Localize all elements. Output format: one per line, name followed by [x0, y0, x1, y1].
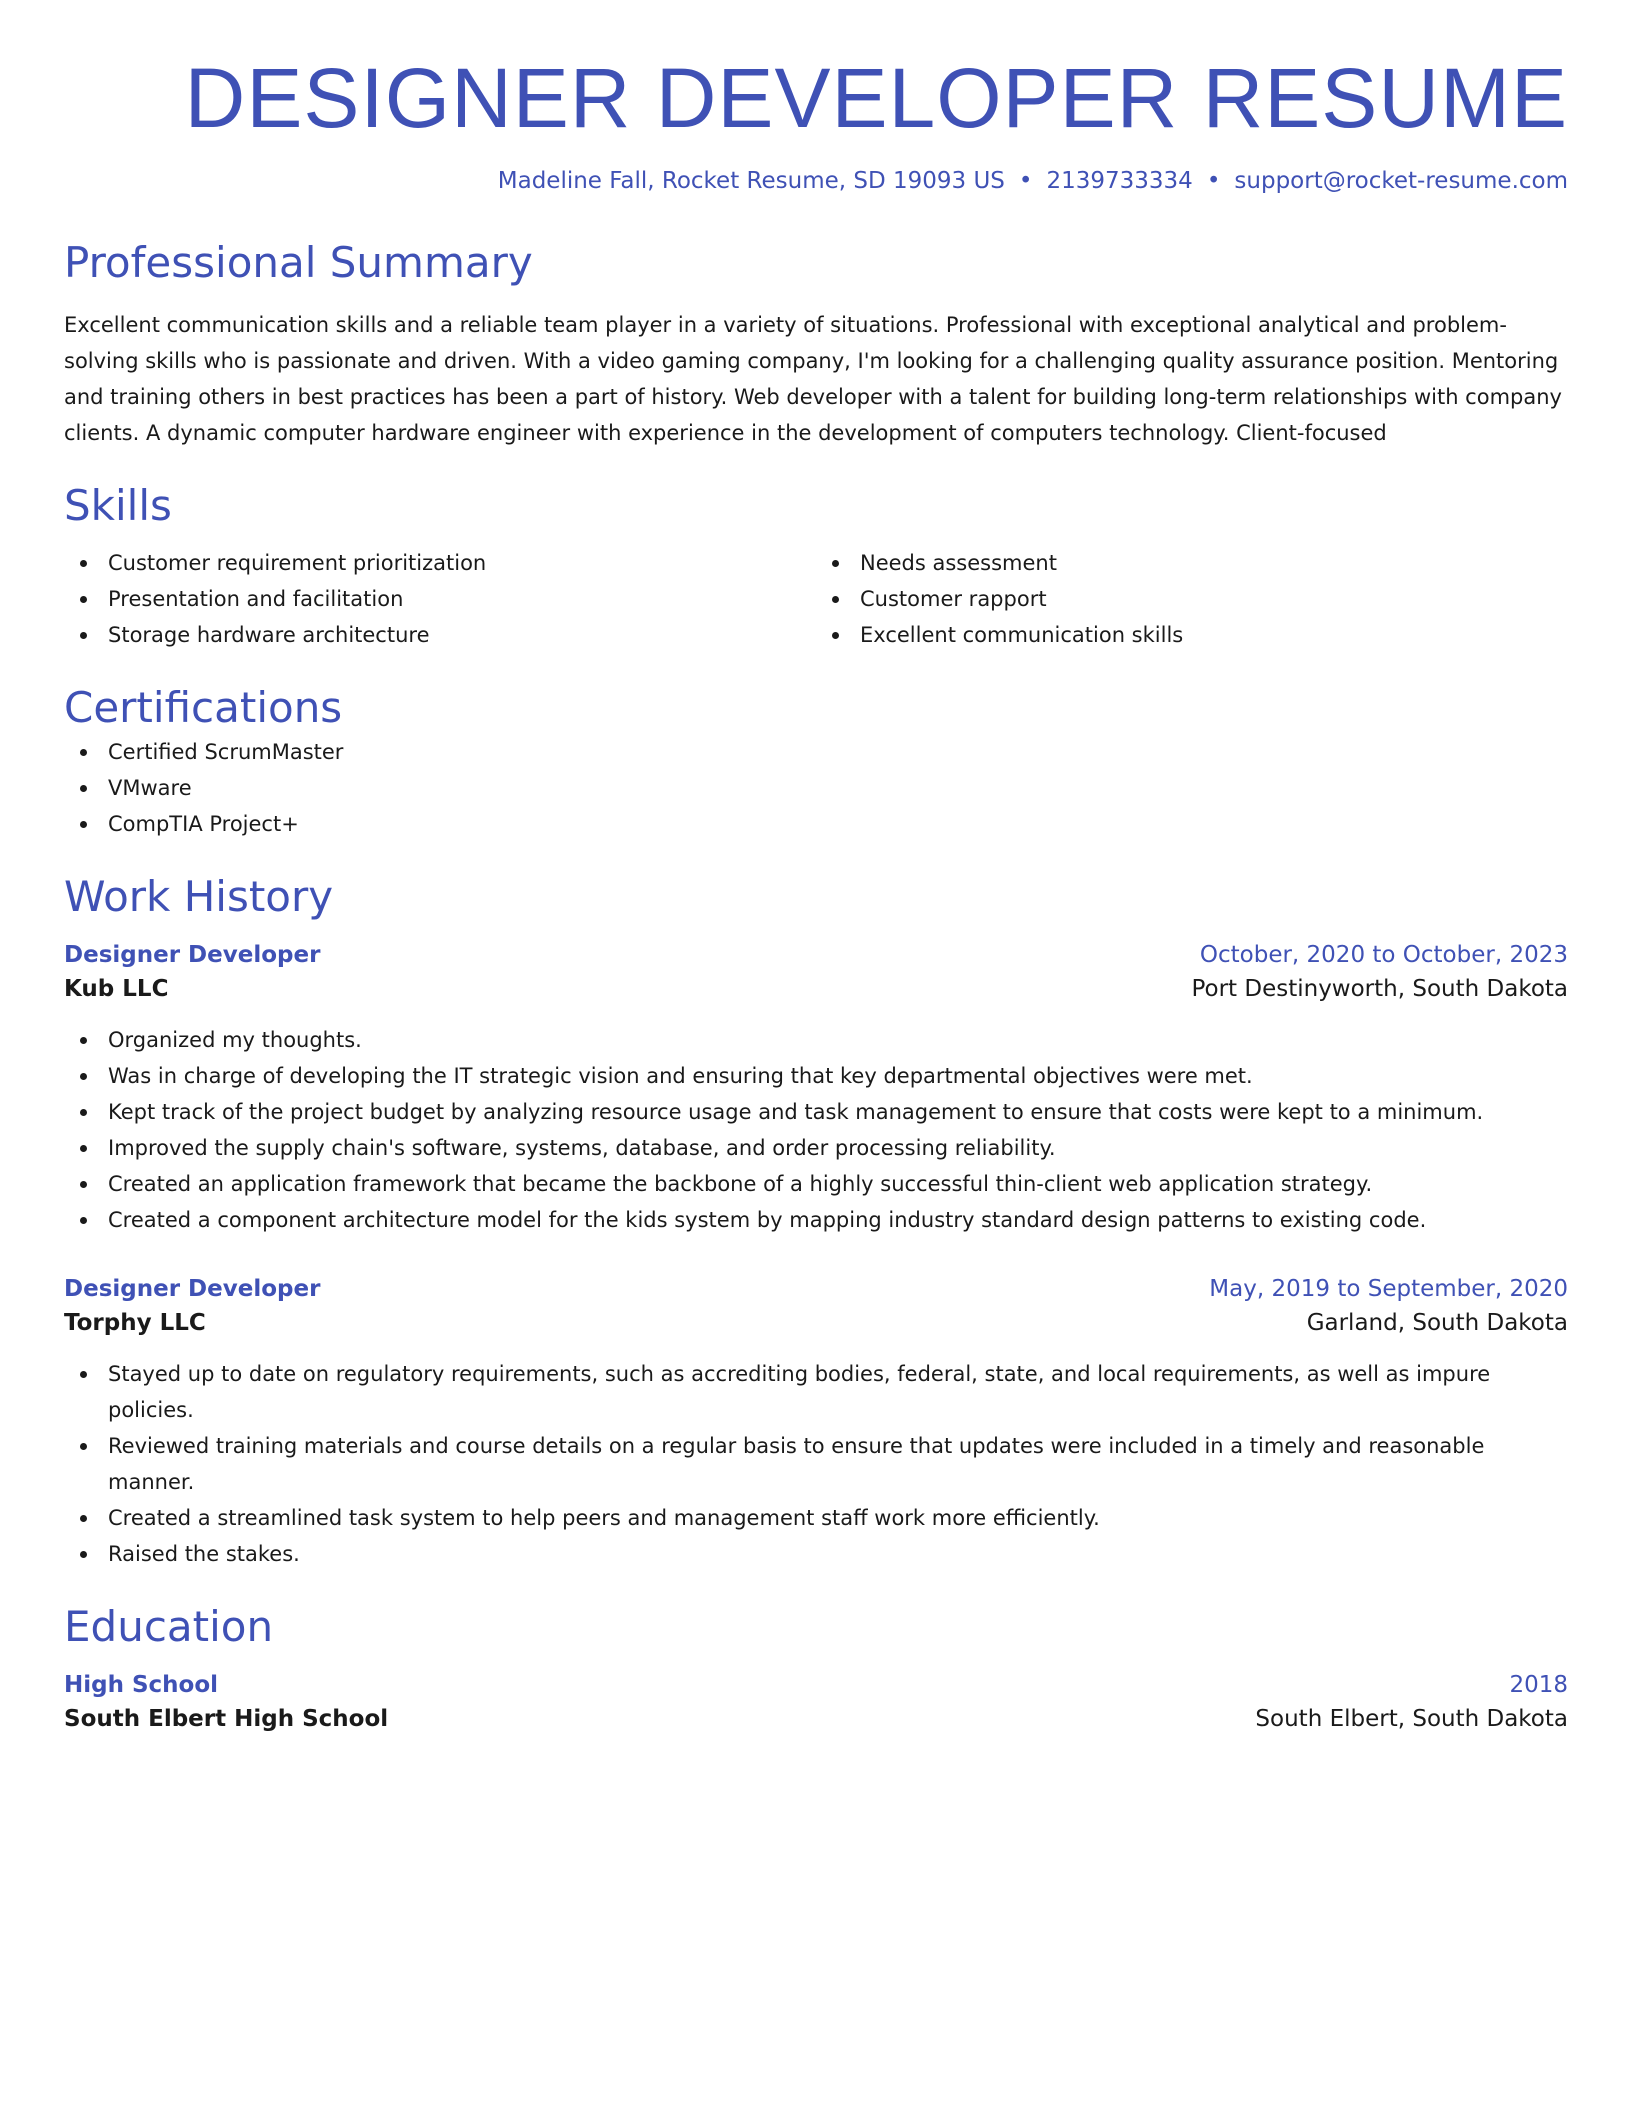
job-location: Garland, South Dakota [1306, 1310, 1568, 1337]
education-school-row [64, 1706, 1568, 1732]
section-heading: Work History [64, 871, 334, 921]
section-heading: Skills [64, 480, 172, 530]
education-entry [64, 1672, 1568, 1732]
skills-section [64, 481, 1568, 653]
job-company: Torphy LLC [64, 1310, 206, 1337]
job-bullet: Stayed up to date on regulatory requirements, such as accrediting bodies, federal, state, and local requirements, as well as impure policies. [64, 1356, 1568, 1428]
job-bullet: Created a component architecture model for the kids system by mapping industry standard design patterns to existing code. [64, 1202, 1568, 1238]
education-school: South Elbert High School [64, 1706, 389, 1733]
job-bullet: Improved the supply chain's software, systems, database, and order processing reliability. [64, 1130, 1568, 1166]
job-company-row [64, 976, 1568, 1002]
certification-item: VMware [64, 770, 1568, 806]
professional-summary-section [64, 238, 1568, 450]
job-bullet: Was in charge of developing the IT strategic vision and ensuring that key departmental objectives were met. [64, 1058, 1568, 1094]
skill-item: Customer requirement prioritization [64, 545, 816, 581]
section-heading: Education [64, 1602, 274, 1652]
skills-list-right [816, 545, 1568, 653]
job-dates: May, 2019 to September, 2020 [1209, 1276, 1568, 1303]
job-bullet: Created an application framework that became the backbone of a highly successful thin-client web application strategy. [64, 1166, 1568, 1202]
contact-email: support@rocket-resume.com [1234, 167, 1568, 194]
job-bullet: Created a streamlined task system to help peers and management staff work more efficiently. [64, 1500, 1568, 1536]
education-degree: High School [64, 1672, 219, 1699]
job-bullet: Reviewed training materials and course details on a regular basis to ensure that updates were included in a timely and reasonable manner. [64, 1428, 1568, 1500]
certifications-section [64, 683, 1568, 841]
job-location: Port Destinyworth, South Dakota [1191, 976, 1568, 1003]
education-section [64, 1602, 1568, 1732]
contact-line [64, 167, 1568, 197]
job-dates: October, 2020 to October, 2023 [1199, 942, 1568, 969]
job-company: Kub LLC [64, 976, 169, 1003]
resume-title: DESIGNER DEVELOPER RESUME [184, 51, 1568, 145]
job-header-row [64, 1276, 1568, 1302]
skill-item: Storage hardware architecture [64, 617, 816, 653]
skill-item: Customer rapport [816, 581, 1568, 617]
certification-item: CompTIA Project+ [64, 806, 1568, 842]
contact-address: Madeline Fall, Rocket Resume, SD 19093 US [497, 167, 1005, 194]
summary-text: Excellent communication skills and a reliable team player in a variety of situations. Professional with exceptional analytical and problem-solving skills who is passionate and driven. With a video gaming company, I'm looking for a challenging quality assurance position. Mentoring and training others in best practices has been a part of history. Web developer with a talent for building long-term relationships with company clients. A dynamic computer hardware engineer with experience in the development of computers technology. Client-focused [64, 312, 1562, 445]
education-header-row [64, 1672, 1568, 1698]
contact-separator: • [1206, 167, 1221, 194]
job-bullets [64, 1022, 1568, 1238]
skill-item: Presentation and facilitation [64, 581, 816, 617]
certifications-list [64, 734, 1568, 842]
job-entry [64, 942, 1568, 1238]
contact-separator: • [1018, 167, 1033, 194]
contact-phone: 2139733334 [1046, 167, 1193, 194]
skill-item: Needs assessment [816, 545, 1568, 581]
job-bullet: Kept track of the project budget by analyzing resource usage and task management to ensure that costs were kept to a minimum. [64, 1094, 1568, 1130]
job-header-row [64, 942, 1568, 968]
job-title: Designer Developer [64, 942, 321, 969]
job-title: Designer Developer [64, 1276, 321, 1303]
section-heading: Certifications [64, 683, 343, 733]
certification-item: Certified ScrumMaster [64, 734, 1568, 770]
job-bullet: Raised the stakes. [64, 1536, 1568, 1572]
skills-list-left [64, 545, 816, 653]
section-heading: Professional Summary [64, 238, 533, 288]
job-bullets [64, 1356, 1568, 1572]
skill-item: Excellent communication skills [816, 617, 1568, 653]
job-company-row [64, 1310, 1568, 1336]
skills-grid [64, 545, 1568, 653]
education-location: South Elbert, South Dakota [1255, 1706, 1568, 1733]
job-bullet: Organized my thoughts. [64, 1022, 1568, 1058]
education-year: 2018 [1509, 1672, 1568, 1699]
job-entry [64, 1276, 1568, 1572]
work-history-section [64, 872, 1568, 1572]
